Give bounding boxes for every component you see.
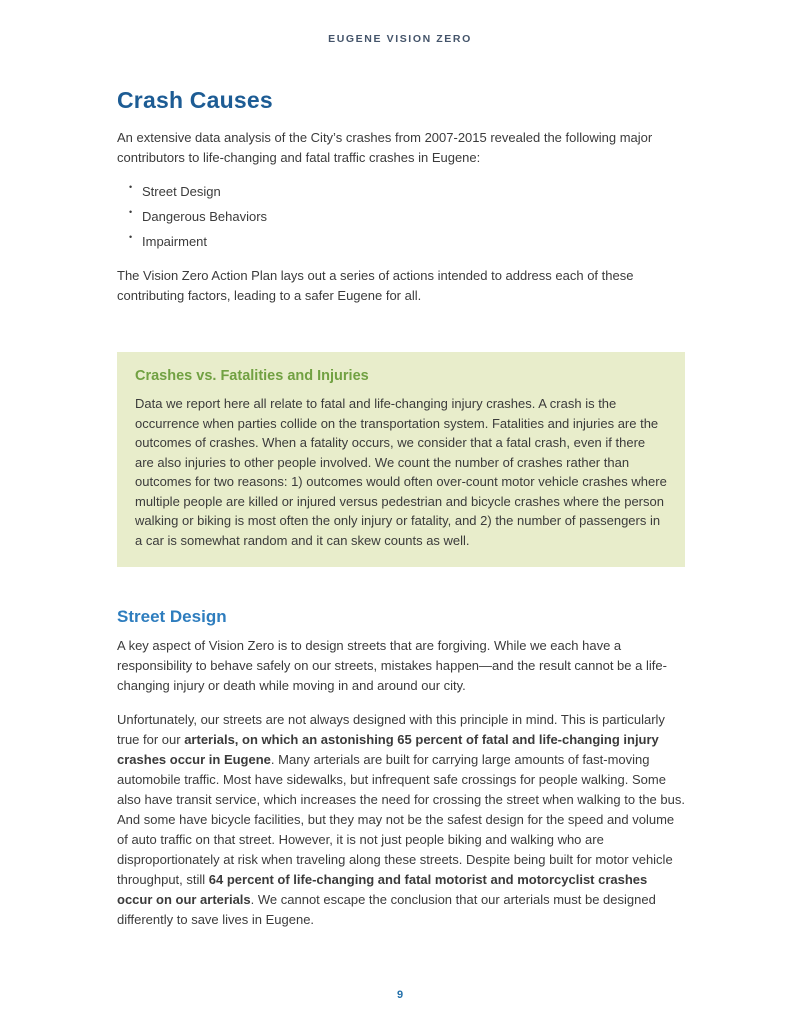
text-segment: . Many arterials are built for carrying large amounts of fast-moving automobile traffic. Most have sidewalks, but infrequent safe crossings for people walking. Some also have transit service, which increases the need for crossing the street when walking to the bus. And some have bicycle facilities, but they may not be the safest design for the speed and volume of auto traffic on that street. However, it is not just people biking and walking who are disproportionately at risk when traveling along these streets. Despite being built for motor vehicle throughput, still (117, 752, 685, 888)
street-design-paragraph-1: A key aspect of Vision Zero is to design streets that are forgiving. While we each have a responsibility to behave safely on our streets, mistakes happen—and the result cannot be a life-changing injury or death while moving in and around our city. (117, 638, 667, 694)
list-item-street-design: • Street Design (129, 182, 685, 202)
running-header: EUGENE VISION ZERO (328, 33, 472, 45)
section-title-street-design: Street Design (117, 607, 227, 627)
page-title: Crash Causes (117, 87, 273, 113)
callout-body: Data we report here all relate to fatal and life-changing injury crashes. A crash is the occurrence when parties collide on the transportation system. Fatalities and injuries are the outcomes of crashes. When a fatality occurs, we consider that a fatal crash, even if there are also injuries to other people involved. We count the number of crashes rather than outcomes for two reasons: 1) outcomes would often over-count motor vehicle crashes where multiple people are killed or injured versus pedestrian and bicycle crashes where the person walking or biking is most often the only injury or fatality, and 2) the number of passengers in a car is somewhat random and it can skew counts as well. (135, 396, 667, 548)
list-item-impairment: • Impairment (129, 232, 685, 252)
bold-statistic-motorist: 64 percent of life-changing and fatal motorist and motorcyclist crashes occur on our arterials (117, 872, 648, 908)
street-design-paragraph-2 (117, 710, 685, 930)
crash-causes-list (117, 182, 685, 252)
text-segment: Unfortunately, our streets are not always designed with this principle in mind. This is particularly true for our (117, 712, 665, 748)
intro-paragraph: An extensive data analysis of the City’s crashes from 2007-2015 revealed the following major contributors to life-changing and fatal traffic crashes in Eugene: (117, 130, 653, 166)
document-body (117, 87, 685, 930)
list-item-dangerous-behaviors: • Dangerous Behaviors (129, 207, 685, 227)
callout-box (117, 352, 685, 567)
text-segment: . We cannot escape the conclusion that our arterials must be designed differently to save lives in Eugene. (117, 892, 656, 928)
callout-title: Crashes vs. Fatalities and Injuries (135, 368, 369, 385)
action-plan-paragraph: The Vision Zero Action Plan lays out a series of actions intended to address each of these contributing factors, leading to a safer Eugene for all. (117, 268, 634, 304)
page-number: 9 (396, 989, 404, 1001)
bold-statistic-arterials: arterials, on which an astonishing 65 percent of fatal and life-changing injury crashes occur in Eugene (117, 732, 659, 768)
